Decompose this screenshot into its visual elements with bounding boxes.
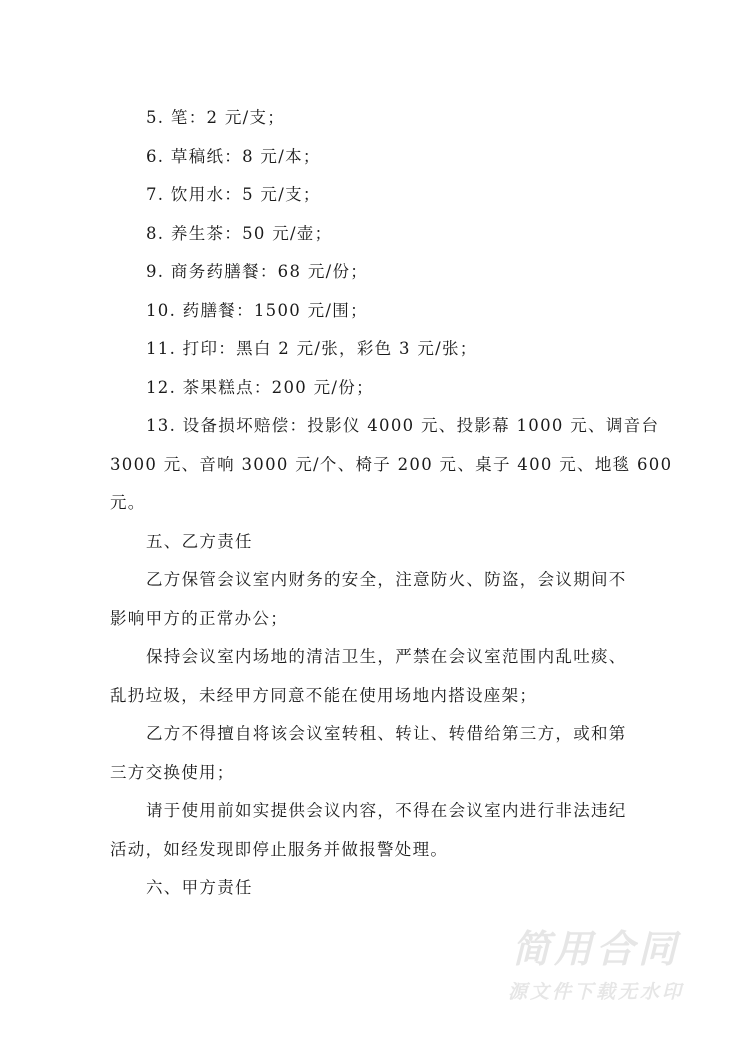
text-line: 3000 元、音响 3000 元/个、椅子 200 元、桌子 400 元、地毯 600 [110, 454, 673, 474]
text-line: 7. 饮用水：5 元/支； [146, 185, 321, 204]
text-line: 6. 草稿纸：8 元/本； [146, 146, 321, 166]
text-line: 13. 设备损坏赔偿：投影仪 4000 元、投影幕 1000 元、调音台 [146, 416, 660, 435]
text-line: 8. 养生茶：50 元/壶； [146, 223, 333, 243]
text-line: 保持会议室内场地的清洁卫生，严禁在会议室范围内乱吐痰、 [146, 647, 627, 666]
text-line: 影响甲方的正常办公； [110, 608, 288, 628]
text-line: 元。 [110, 493, 146, 512]
watermark-subtitle: 源文件下载无水印 [508, 981, 685, 1003]
text-line: 乙方不得擅自将该会议室转租、转让、转借给第三方，或和第 [146, 724, 627, 743]
text-line: 11. 打印：黑白 2 元/张，彩色 3 元/张； [146, 339, 478, 358]
text-line: 五、乙方责任 [146, 531, 253, 551]
text-line: 活动，如经发现即停止服务并做报警处理。 [110, 839, 449, 859]
text-line: 乙方保管会议室内财务的安全，注意防火、防盗，会议期间不 [146, 570, 627, 589]
document-body [110, 104, 673, 913]
text-line: 六、甲方责任 [146, 878, 253, 897]
text-line: 10. 药膳餐：1500 元/围； [146, 300, 368, 320]
text-line: 9. 商务药膳餐：68 元/份； [146, 262, 369, 281]
watermark-title: 简用合同 [512, 927, 681, 971]
text-line: 乱扔垃圾，未经甲方同意不能在使用场地内搭设座架； [110, 685, 538, 705]
text-line: 请于使用前如实提供会议内容，不得在会议室内进行非法违纪 [146, 801, 627, 820]
text-line: 三方交换使用； [110, 762, 235, 782]
text-line: 5. 笔：2 元/支； [146, 108, 286, 127]
text-line: 12. 茶果糕点：200 元/份； [146, 377, 374, 397]
watermark [508, 918, 684, 1004]
